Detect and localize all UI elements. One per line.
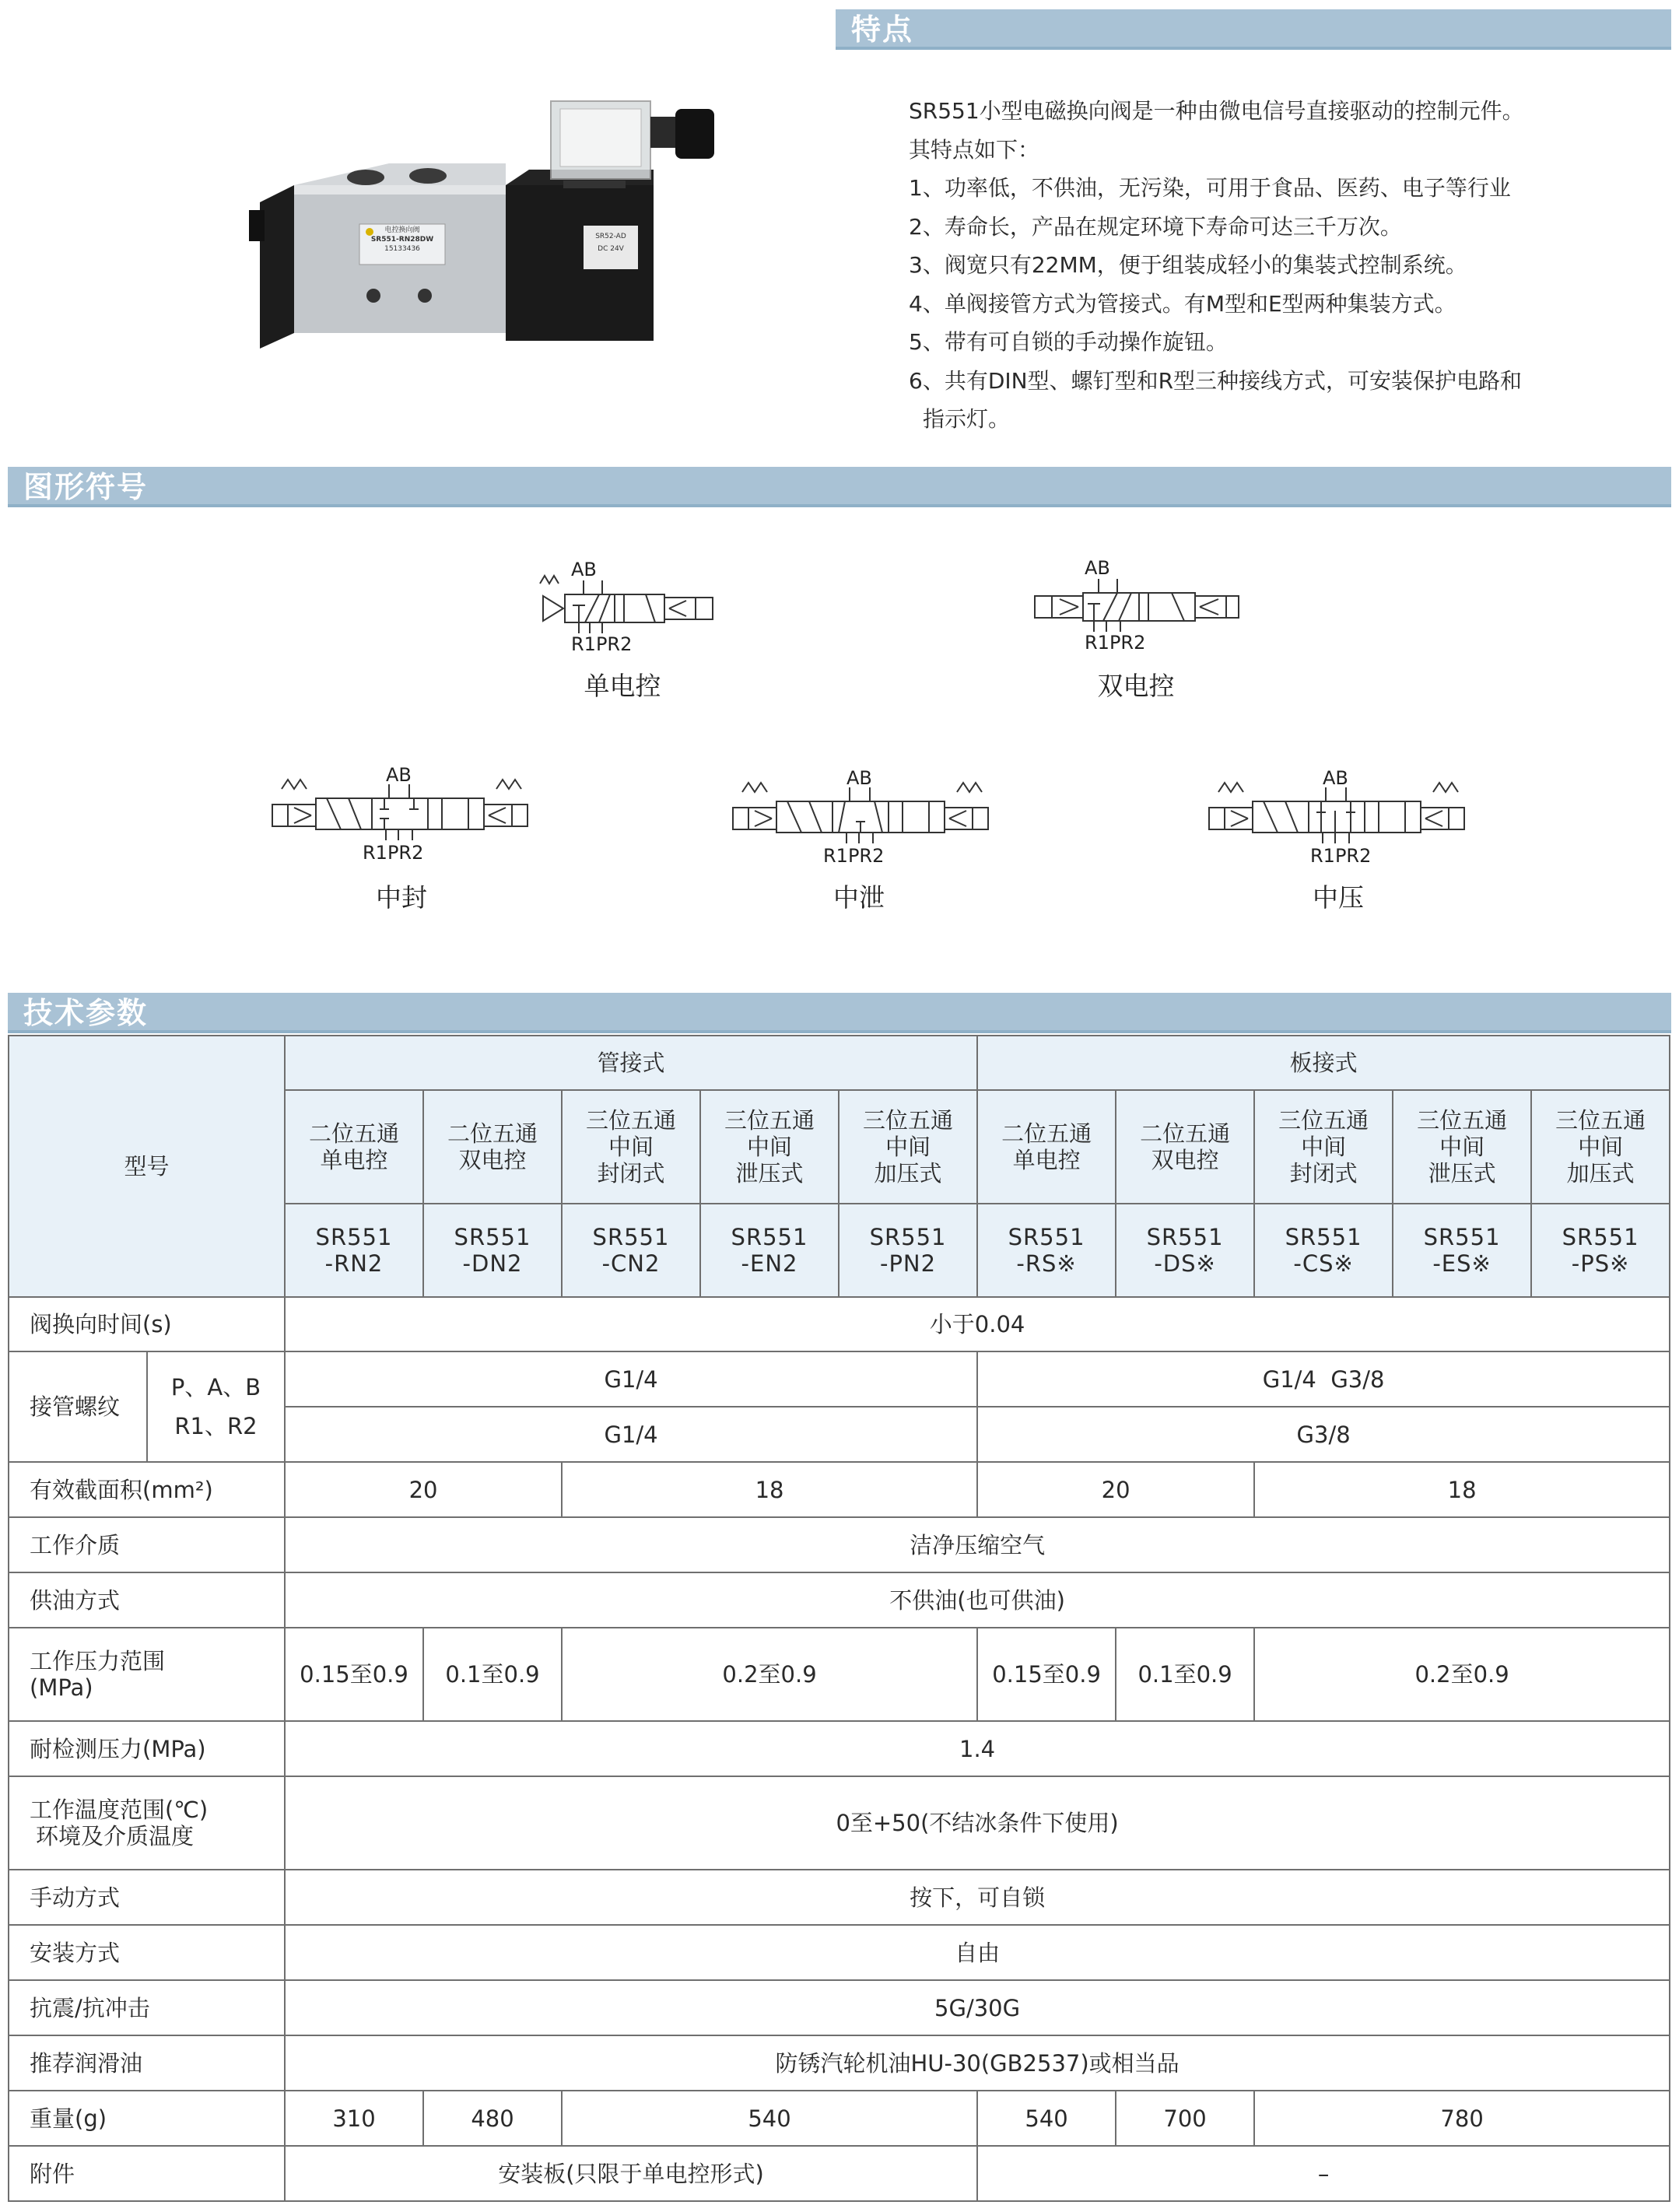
row-label: 手动方式 bbox=[9, 1870, 285, 1925]
cell-value: 防锈汽轮机油HU-30(GB2537)或相当品 bbox=[285, 2035, 1670, 2091]
cell-value: 5G/30G bbox=[285, 1980, 1670, 2035]
type-header: 二位五通 双电控 bbox=[1116, 1090, 1254, 1204]
features-list bbox=[909, 92, 1656, 439]
spec-table bbox=[8, 1035, 1670, 2202]
port-label-top: AB bbox=[1323, 767, 1348, 789]
model-code: SR551 -CN2 bbox=[562, 1204, 700, 1297]
type-header: 三位五通 中间 封闭式 bbox=[562, 1090, 700, 1204]
feature-line: 6、共有DIN型、螺钉型和R型三种接线方式，可安装保护电路和 bbox=[909, 367, 1523, 394]
cell-value: 0.15至0.9 bbox=[977, 1628, 1116, 1721]
row-label: 抗震/抗冲击 bbox=[9, 1980, 285, 2035]
feature-line: 3、阀宽只有22MM，便于组装成轻小的集装式控制系统。 bbox=[909, 252, 1467, 278]
symbol-label-single: 单电控 bbox=[584, 671, 661, 701]
table-row bbox=[9, 1517, 1670, 1572]
type-header: 三位五通 中间 加压式 bbox=[1531, 1090, 1670, 1204]
symbol-label-center-exhaust: 中泄 bbox=[833, 882, 885, 913]
cell-value: 18 bbox=[1254, 1462, 1670, 1517]
cell-value: 18 bbox=[562, 1462, 977, 1517]
port-label-bottom: R1PR2 bbox=[1310, 845, 1372, 867]
table-row bbox=[9, 1462, 1670, 1517]
table-row bbox=[9, 2091, 1670, 2146]
table-row bbox=[9, 2146, 1670, 2201]
feature-line: 指示灯。 bbox=[923, 406, 1011, 432]
row-label: 安装方式 bbox=[9, 1925, 285, 1980]
model-code: SR551 -ES※ bbox=[1393, 1204, 1531, 1297]
port-label-top: AB bbox=[1085, 557, 1110, 579]
symbol-center-closed bbox=[271, 764, 535, 865]
cell-value: 540 bbox=[977, 2091, 1116, 2146]
cell-value: 自由 bbox=[285, 1925, 1670, 1980]
cell-value: 700 bbox=[1116, 2091, 1254, 2146]
type-header: 三位五通 中间 加压式 bbox=[839, 1090, 977, 1204]
symbol-single-solenoid bbox=[537, 559, 724, 660]
model-code: SR551 -RS※ bbox=[977, 1204, 1116, 1297]
feature-line: 1、功率低，不供油，无污染，可用于食品、医药、电子等行业 bbox=[909, 175, 1511, 201]
table-row bbox=[9, 1776, 1670, 1870]
cell-value: 20 bbox=[977, 1462, 1254, 1517]
symbols-section-bar bbox=[8, 467, 1671, 507]
cell-value: G1/4 bbox=[285, 1351, 977, 1407]
row-label: 附件 bbox=[9, 2146, 285, 2201]
product-photo bbox=[249, 86, 731, 350]
cell-value: 洁净压缩空气 bbox=[285, 1517, 1670, 1572]
symbol-center-pressure bbox=[1208, 767, 1472, 868]
table-row bbox=[9, 1980, 1670, 2035]
cell-value: 安装板(只限于单电控形式) bbox=[285, 2146, 977, 2201]
symbol-label-center-pressure: 中压 bbox=[1313, 882, 1364, 913]
group-plate-header: 板接式 bbox=[977, 1036, 1670, 1090]
table-row bbox=[9, 1721, 1670, 1776]
row-label: 工作压力范围 (MPa) bbox=[9, 1628, 285, 1721]
spec-title: 技术参数 bbox=[23, 996, 149, 1030]
coil-label: SR52-AD DC 24V bbox=[595, 233, 626, 253]
model-code: SR551 -DN2 bbox=[423, 1204, 562, 1297]
table-row bbox=[9, 1351, 1670, 1407]
cell-value: 20 bbox=[285, 1462, 562, 1517]
row-label: 有效截面积(mm²) bbox=[9, 1462, 285, 1517]
model-code: SR551 -PN2 bbox=[839, 1204, 977, 1297]
type-header: 二位五通 单电控 bbox=[977, 1090, 1116, 1204]
port-label-bottom: R1PR2 bbox=[1085, 632, 1146, 654]
solenoid-valve-illustration bbox=[249, 86, 731, 350]
model-code: SR551 -EN2 bbox=[700, 1204, 839, 1297]
cell-value: 310 bbox=[285, 2091, 423, 2146]
table-row bbox=[9, 2035, 1670, 2091]
group-pipe-header: 管接式 bbox=[285, 1036, 977, 1090]
cell-value: 540 bbox=[562, 2091, 977, 2146]
port-label-bottom: R1PR2 bbox=[363, 842, 424, 864]
row-label: 接管螺纹 bbox=[9, 1351, 147, 1462]
port-label-bottom: R1PR2 bbox=[823, 845, 885, 867]
port-label-top: AB bbox=[386, 764, 412, 786]
cell-value: G1/4 G3/8 bbox=[977, 1351, 1670, 1407]
symbol-label-double: 双电控 bbox=[1097, 671, 1175, 701]
product-label: 电控换向阀 SR551-RN28DW 15133436 bbox=[370, 226, 434, 253]
port-label-top: AB bbox=[571, 559, 597, 580]
feature-line: 2、寿命长，产品在规定环境下寿命可达三千万次。 bbox=[909, 213, 1402, 240]
table-row bbox=[9, 1297, 1670, 1351]
row-label: 耐检测压力(MPa) bbox=[9, 1721, 285, 1776]
type-header: 二位五通 双电控 bbox=[423, 1090, 562, 1204]
row-label: 阀换向时间(s) bbox=[9, 1297, 285, 1351]
row-label: 工作介质 bbox=[9, 1517, 285, 1572]
table-row bbox=[9, 1628, 1670, 1721]
cell-value: 0.2至0.9 bbox=[1254, 1628, 1670, 1721]
model-code: SR551 -DS※ bbox=[1116, 1204, 1254, 1297]
cell-value: 780 bbox=[1254, 2091, 1670, 2146]
cell-value: 0.1至0.9 bbox=[423, 1628, 562, 1721]
feature-line: 5、带有可自锁的手动操作旋钮。 bbox=[909, 329, 1228, 355]
cell-value: 0.1至0.9 bbox=[1116, 1628, 1254, 1721]
port-label-top: AB bbox=[847, 767, 872, 789]
cell-value: 0.2至0.9 bbox=[562, 1628, 977, 1721]
type-header: 三位五通 中间 泄压式 bbox=[1393, 1090, 1531, 1204]
cell-value: 小于0.04 bbox=[285, 1297, 1670, 1351]
model-code: SR551 -PS※ bbox=[1531, 1204, 1670, 1297]
port-label-bottom: R1PR2 bbox=[571, 633, 633, 655]
spec-section-bar bbox=[8, 993, 1671, 1033]
cell-value: 480 bbox=[423, 2091, 562, 2146]
symbol-double-solenoid bbox=[1032, 557, 1242, 658]
cell-value: 按下，可自锁 bbox=[285, 1870, 1670, 1925]
type-header: 三位五通 中间 封闭式 bbox=[1254, 1090, 1393, 1204]
cell-value: – bbox=[977, 2146, 1670, 2201]
symbols-title: 图形符号 bbox=[23, 470, 149, 504]
table-row bbox=[9, 1925, 1670, 1980]
model-header: 型号 bbox=[9, 1036, 285, 1297]
cell-value: 0至+50(不结冰条件下使用) bbox=[285, 1776, 1670, 1870]
type-header: 三位五通 中间 泄压式 bbox=[700, 1090, 839, 1204]
symbol-label-center-closed: 中封 bbox=[376, 882, 427, 913]
cell-value: 0.15至0.9 bbox=[285, 1628, 423, 1721]
table-row bbox=[9, 1870, 1670, 1925]
row-label: 重量(g) bbox=[9, 2091, 285, 2146]
row-label: 推荐润滑油 bbox=[9, 2035, 285, 2091]
feature-line: SR551小型电磁换向阀是一种由微电信号直接驱动的控制元件。 bbox=[909, 98, 1524, 124]
table-row bbox=[9, 1036, 1670, 1090]
thread-sublabels: P、A、B R1、R2 bbox=[147, 1351, 285, 1462]
feature-line: 4、单阀接管方式为管接式。有M型和E型两种集装方式。 bbox=[909, 290, 1456, 317]
features-title: 特点 bbox=[851, 12, 914, 47]
table-row bbox=[9, 1572, 1670, 1628]
cell-value: 1.4 bbox=[285, 1721, 1670, 1776]
cell-value: G1/4 bbox=[285, 1407, 977, 1462]
row-label: 供油方式 bbox=[9, 1572, 285, 1628]
model-code: SR551 -RN2 bbox=[285, 1204, 423, 1297]
type-header: 二位五通 单电控 bbox=[285, 1090, 423, 1204]
feature-line: 其特点如下： bbox=[909, 136, 1040, 163]
features-section-bar bbox=[836, 9, 1671, 50]
model-code: SR551 -CS※ bbox=[1254, 1204, 1393, 1297]
cell-value: 不供油(也可供油) bbox=[285, 1572, 1670, 1628]
symbol-center-exhaust bbox=[731, 767, 996, 868]
cell-value: G3/8 bbox=[977, 1407, 1670, 1462]
row-label: 工作温度范围(℃) 环境及介质温度 bbox=[9, 1776, 285, 1870]
